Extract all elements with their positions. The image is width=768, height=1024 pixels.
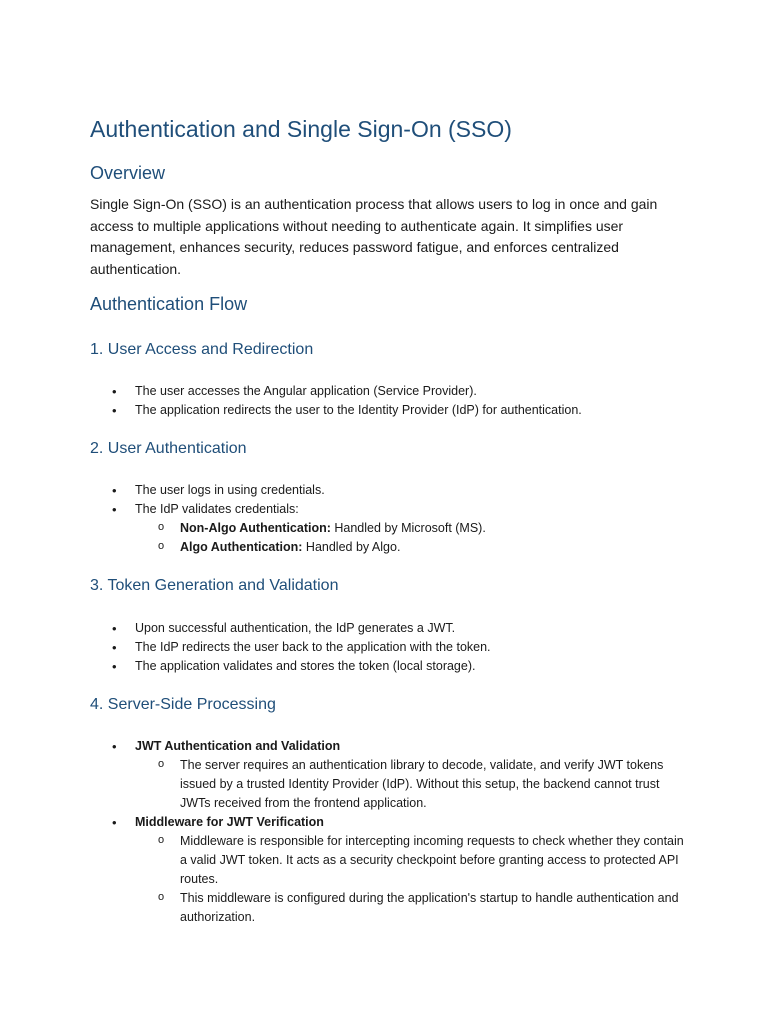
sub-item-label: Non-Algo Authentication: [180, 521, 331, 535]
list-item-label: Middleware for JWT Verification [135, 815, 324, 829]
step4-sublist-2 [135, 832, 690, 927]
list-item: • The user logs in using credentials. [90, 481, 486, 500]
list-item [90, 813, 690, 927]
authentication-flow-heading: Authentication Flow [90, 294, 248, 314]
document-title: Authentication and Single Sign-On (SSO) [90, 116, 512, 142]
step4-sublist-1 [135, 756, 690, 813]
step2-heading: 2. User Authentication [90, 440, 247, 457]
sub-item-text: Handled by Microsoft (MS). [330, 521, 486, 535]
step3-list [90, 619, 491, 676]
sub-list-item: o The server requires an authentication library to decode, validate, and verify JWT tokens issued by a trusted Identity Provider (IdP). Without this setup, the backend cannot trust JWTs received from the frontend application. [135, 756, 690, 813]
list-item [90, 737, 690, 813]
list-item [90, 500, 486, 557]
overview-paragraph: Single Sign-On (SSO) is an authentication process that allows users to log in once and gain access to multiple applications without needing to authenticate again. It simplifies user management, enhances security, reduces password fatigue, and enforces centralized authentication. [90, 196, 658, 278]
overview-heading: Overview [90, 163, 166, 183]
step2-list [90, 481, 486, 557]
list-item: • The IdP redirects the user back to the application with the token. [90, 638, 491, 657]
sub-item-label: Algo Authentication: [180, 540, 303, 554]
step1-heading: 1. User Access and Redirection [90, 341, 314, 358]
step4-heading: 4. Server-Side Processing [90, 696, 276, 713]
list-item: • The application redirects the user to the Identity Provider (IdP) for authentication. [90, 401, 582, 420]
sub-list-item: o This middleware is configured during the application's startup to handle authentication and authorization. [135, 889, 690, 927]
list-item: • The user accesses the Angular application (Service Provider). [90, 382, 582, 401]
step2-sublist [135, 519, 486, 557]
sub-list-item [135, 519, 486, 538]
step3-heading: 3. Token Generation and Validation [90, 577, 339, 594]
sub-list-item [135, 538, 486, 557]
list-item: • The application validates and stores the token (local storage). [90, 657, 491, 676]
sub-item-text: Handled by Algo. [302, 540, 401, 554]
step4-list [90, 737, 690, 927]
list-item-text: The IdP validates credentials: [135, 502, 299, 516]
list-item-label: JWT Authentication and Validation [135, 739, 341, 753]
step1-list [90, 382, 582, 420]
sub-list-item: o Middleware is responsible for intercepting incoming requests to check whether they contain a valid JWT token. It acts as a security checkpoint before granting access to protected API routes. [135, 832, 690, 889]
list-item: • Upon successful authentication, the IdP generates a JWT. [90, 619, 491, 638]
